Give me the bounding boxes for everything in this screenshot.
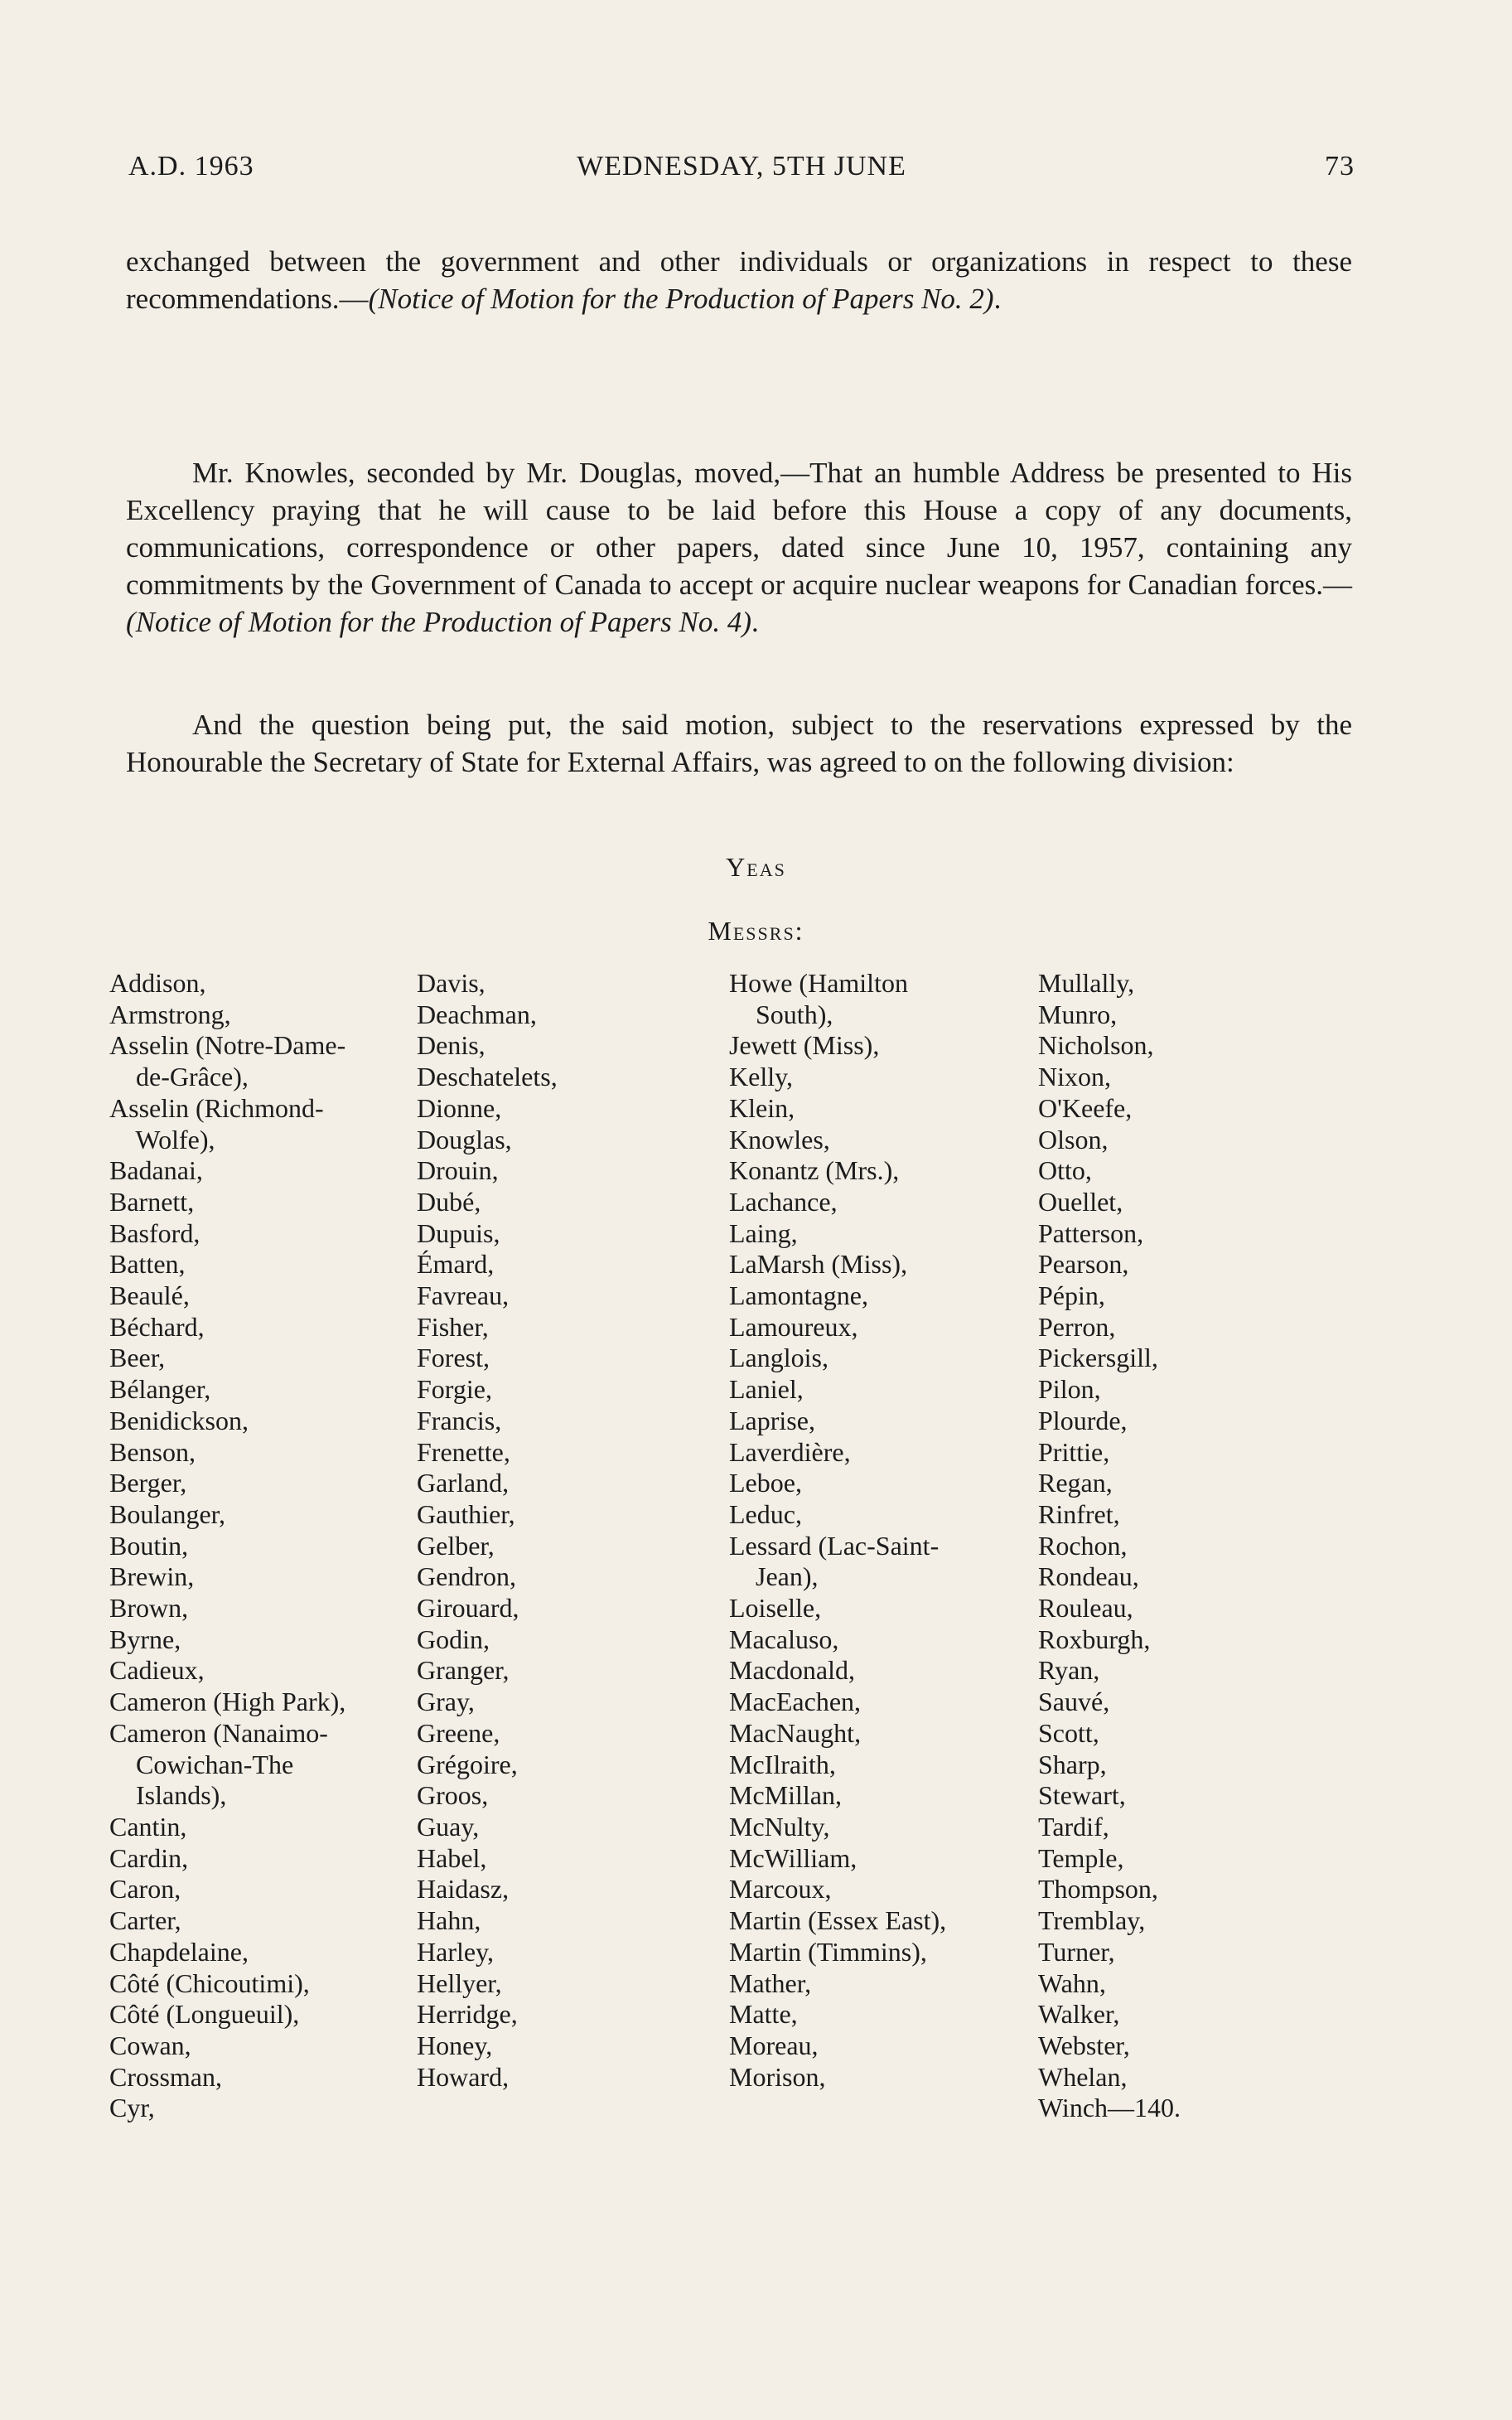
paragraph-text: exchanged between the government and other individuals or organizations in respect to these recommendations.— [126,245,1352,315]
paragraph-division [126,706,1352,781]
names-column-2 [417,968,723,2093]
page-number: 73 [1325,151,1355,182]
messrs-heading: Messrs: [708,916,804,946]
paragraph-motion: Mr. Knowles, seconded by Mr. Douglas, moved,—That an humble Address be presented to His Excellency praying that he will cause to be laid before this House a copy of any documents, communications, correspondence or other papers, dated since June 10, 1957, containing any commitments by the Government of Canada to accept or acquire nuclear weapons for Canadian forces.—(Notice of Motion for the Production of Papers No. 4). [126,457,1352,638]
names-column-4 [1038,968,1353,2124]
names-list: Davis, Deachman, Denis, Deschatelets, Dionne, Douglas, Drouin, Dubé, Dupuis, Émard, Favreau, Fisher, Forest, Forgie, Francis, Frenette, Garland, Gauthier, Gelber, Gendron, Girouard, Godin, Granger, Gray, Greene, Grégoire, Groos, Guay, Habel, Haidasz, Hahn, Harley, Hellyer, Herridge, Honey, Howard, [417,968,558,2092]
yeas-heading: Yeas [726,852,786,882]
paragraph-text: And the question being put, the said motion, subject to the reservations expressed by the Honourable the Secretary of State for External Affairs, was agreed to on the following division: [126,709,1352,778]
header-title: WEDNESDAY, 5TH JUNE [577,151,906,182]
paragraph-text: Mr. Knowles, seconded by Mr. Douglas, moved,—That an humble Address be presented to His Excellency praying that he will cause to be laid before this House a copy of any documents, communications, correspondence or other papers, dated since June 10, 1957, containing any commitments by the Government of Canada to accept or acquire nuclear weapons for Canadian forces.— [126,457,1352,601]
header-date: A.D. 1963 [128,151,254,182]
page-header [128,151,1355,192]
names-column-1 [109,968,416,2124]
names-column-3 [729,968,1036,2093]
paragraph-recommendations: exchanged between the government and other individuals or organizations in respect to these recommendations.—(Notice of Motion for the Production of Papers No. 2). [126,245,1352,315]
notice-of-motion: (Notice of Motion for the Production of Papers No. 2) [368,283,994,315]
names-list: Addison, Armstrong, Asselin (Notre-Dame- de-Grâce), Asselin (Richmond- Wolfe), Badanai, Barnett, Basford, Batten, Beaulé, Béchard, Beer, Bélanger, Benidickson, Benson, Berger, Boulanger, Boutin, Brewin, Brown, Byrne, Cadieux, Cameron (High Park), Cameron (Nanaimo- Cowichan-The Islands), Cantin, Cardin, Caron, Carter, Chapdelaine, Côté (Chicoutimi), Côté (Longueuil), Cowan, Crossman, Cyr, [109,968,346,2123]
names-list: Mullally, Munro, Nicholson, Nixon, O'Keefe, Olson, Otto, Ouellet, Patterson, Pearson, Pépin, Perron, Pickersgill, Pilon, Plourde, Prittie, Regan, Rinfret, Rochon, Rondeau, Rouleau, Roxburgh, Ryan, Sauvé, Scott, Sharp, Stewart, Tardif, Temple, Thompson, Tremblay, Turner, Wahn, Walker, Webster, Whelan, Winch—140. [1038,968,1181,2123]
notice-of-motion: (Notice of Motion for the Production of Papers No. 4) [126,606,752,638]
names-list: Howe (Hamilton South), Jewett (Miss), Kelly, Klein, Knowles, Konantz (Mrs.), Lachance, Laing, LaMarsh (Miss), Lamontagne, Lamoureux, Langlois, Laniel, Laprise, Laverdière, Leboe, Leduc, Lessard (Lac-Saint- Jean), Loiselle, Macaluso, Macdonald, MacEachen, MacNaught, McIlraith, McMillan, McNulty, McWilliam, Marcoux, Martin (Essex East), Martin (Timmins), Mather, Matte, Moreau, Morison, [729,968,947,2092]
